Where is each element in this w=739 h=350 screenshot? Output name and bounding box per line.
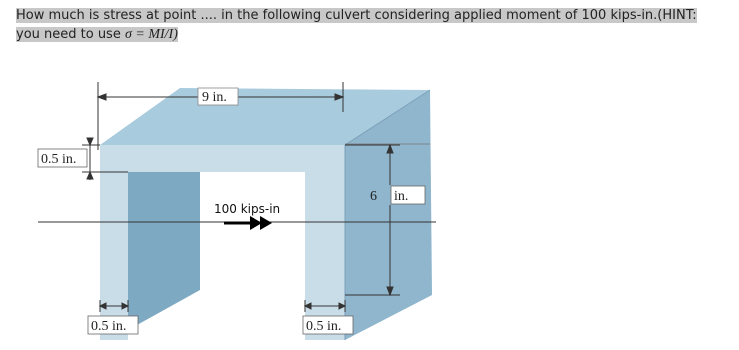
dim-label-top-thickness: 0.5 in. bbox=[41, 152, 77, 167]
dim-label-9in: 9 in. bbox=[202, 90, 227, 105]
moment-arrow-icon bbox=[224, 216, 272, 230]
moment-label: 100 kips-in bbox=[214, 202, 281, 216]
dim-label-height-value: 6 bbox=[370, 189, 377, 204]
question-line-1: How much is stress at point .... in the following culvert considering applied moment of 100 kips-in.(HINT: bbox=[16, 8, 697, 23]
question-line-2-prefix: you need to use bbox=[16, 27, 125, 42]
culvert-inner-face bbox=[128, 172, 200, 330]
dim-label-left-leg: 0.5 in. bbox=[91, 319, 127, 334]
dim-label-height-unit: in. bbox=[394, 189, 409, 204]
dim-label-right-leg: 0.5 in. bbox=[306, 319, 342, 334]
stress-formula: σ = MI/I) bbox=[124, 27, 178, 42]
